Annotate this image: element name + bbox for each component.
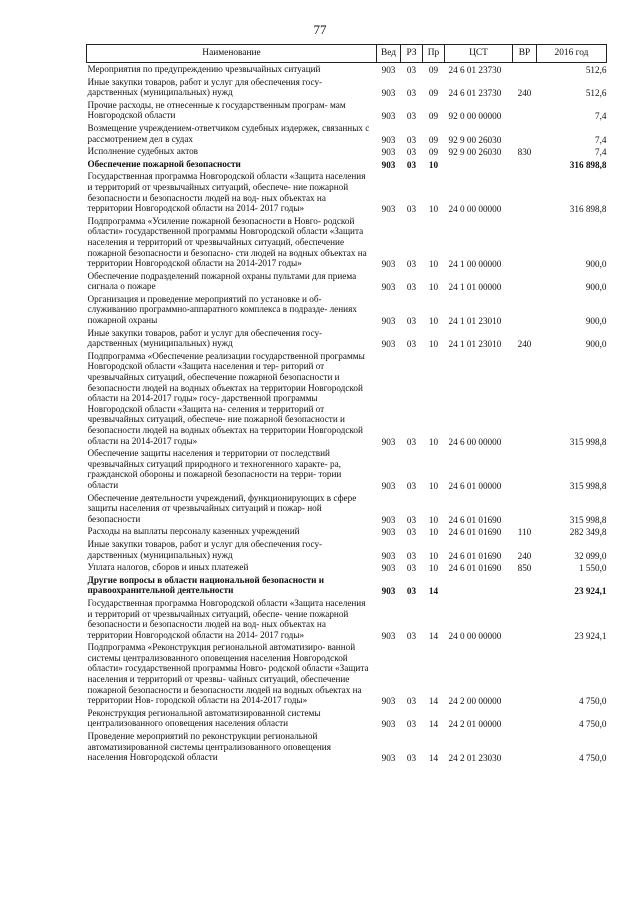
cell-sum: 900,0 [585,282,607,293]
cell-rz: 03 [406,753,417,764]
table-row [87,293,607,327]
table-header-row [87,45,607,63]
cell-cst: 24 6 01 01690 [448,527,502,538]
table-row [87,145,607,158]
cell-pr: 09 [428,65,439,75]
cell-vr: 240 [517,550,532,561]
table-row [87,561,607,574]
cell-name: Иные закупки товаров, работ и услуг для обеспечения госу- дарственных (муниципальных) нужд [87,76,323,98]
cell-pr: 10 [428,204,439,215]
cell-name: Подпрограмма «Обеспечение реализации государственной программы Новгородской области «Защита населения и тер- риторий от чрезвычайных ситуаций, обеспечение пожарной безопасности и безопасности людей на водных объектах на территории Новгородской области на 2014-2017 годы» госу- дарственной программы Новгородской области «Защита на- селения и территорий от чрезвычайных ситуаций, обеспече- ние пожарной безопасности и безопасности людей на водных объектах на территории Новгородской области на 2014-2017 годы» [87,350,365,446]
cell-ved: 903 [381,436,396,447]
cell-ved: 903 [381,259,396,270]
cell-vr [513,99,537,122]
page-number: 77 [313,22,327,37]
cell-ved: 903 [381,147,396,158]
cell-ved: 903 [381,339,396,350]
cell-name: Уплата налогов, сборов и иных платежей [87,562,249,573]
cell-rz: 03 [406,480,417,491]
cell-rz: 03 [406,111,417,122]
cell-vr [513,707,537,730]
cell-rz: 03 [406,563,417,574]
cell-cst [445,158,513,171]
cell-rz: 03 [406,259,417,270]
table-row [87,270,607,293]
cell-rz: 03 [406,204,417,215]
cell-name: Иные закупки товаров, работ и услуг для обеспечения госу- дарственных (муниципальных) нужд [87,538,323,560]
cell-ved: 903 [381,134,396,145]
cell-cst: 24 6 01 01690 [448,514,502,525]
cell-ved: 903 [381,204,396,215]
table-row [87,730,607,764]
cell-rz: 03 [406,316,417,327]
cell-name: Расходы на выплаты персоналу казенных учреждений [87,526,300,537]
cell-pr: 10 [428,527,439,538]
cell-rz: 03 [406,436,417,447]
cell-vr [513,492,537,526]
table-row [87,641,607,707]
table-row [87,122,607,145]
cell-rz: 03 [406,514,417,525]
cell-pr: 09 [428,111,439,122]
header-cst: ЦСТ [445,45,513,63]
cell-vr: 850 [517,563,532,574]
cell-ved: 903 [381,719,396,730]
cell-pr: 10 [428,282,439,293]
cell-sum: 7,4 [595,147,607,158]
cell-cst: 24 6 01 00000 [448,480,502,491]
cell-ved: 903 [381,753,396,764]
cell-name: Подпрограмма «Усиление пожарной безопасности в Новго- родской области» государственной программы Новгородской области «Защита населения и территорий от чрезвычайных ситуаций, обеспечение пожарной безопасности и безопасно- сти людей на водных объектах на территории Новгородской области на 2014-2017 годы» [87,215,367,269]
cell-vr [513,293,537,327]
cell-name: Прочие расходы, не отнесенные к государственным програм- мам Новгородской области [87,99,346,121]
cell-vr [513,215,537,270]
cell-cst: 24 1 01 23010 [448,316,502,327]
cell-sum: 900,0 [585,339,607,350]
cell-sum: 23 924,1 [574,630,607,641]
cell-ved: 903 [381,696,396,707]
cell-sum: 512,6 [585,88,607,99]
table-row [87,99,607,122]
cell-name: Возмещение учреждением-ответчиком судебных издержек, связанных с рассмотрением дел в судах [87,122,370,144]
cell-pr: 10 [428,339,439,350]
table-row [87,350,607,447]
cell-name: Реконструкция региональной автоматизированной системы централизованного оповещения населения области [87,707,321,729]
cell-name: Государственная программа Новгородской области «Защита населения и территорий от чрезвычайных ситуаций, обеспече- ние пожарной безопасности и безопасности людей на вод- ных объектах на территории Новгородской области на 2014- 2017 годы» [87,171,366,214]
cell-sum: 7,4 [595,111,607,122]
cell-sum: 316 898,8 [569,204,607,215]
header-vr: ВР [513,45,537,63]
cell-vr: 830 [517,147,532,158]
cell-sum: 316 898,8 [569,159,607,170]
cell-vr [513,270,537,293]
cell-cst: 92 0 00 00000 [448,111,502,122]
cell-cst: 24 0 00 00000 [448,204,502,215]
cell-sum: 315 998,8 [569,436,607,447]
cell-name: Обеспечение защиты населения и территории от последствий чрезвычайных ситуаций природного и техногенного характе- ра, гражданской обороны и пожарной безопасности на терри- тории области [87,448,342,490]
cell-ved: 903 [381,65,396,75]
cell-pr: 10 [428,563,439,574]
cell-vr [513,597,537,641]
budget-table [86,44,607,764]
cell-rz: 03 [406,65,417,75]
header-rz: РЗ [401,45,423,63]
table-row [87,707,607,730]
header-name: Наименование [87,45,377,63]
cell-name: Обеспечение подразделений пожарной охраны пультами для приема сигнала о пожаре [87,270,357,292]
cell-name: Обеспечение пожарной безопасности [87,158,241,169]
cell-pr: 10 [428,550,439,561]
cell-pr: 14 [428,696,439,707]
cell-rz: 03 [406,159,417,170]
cell-vr [513,350,537,447]
cell-vr: 240 [517,339,532,350]
table-row [87,215,607,270]
cell-vr [513,574,537,597]
cell-cst: 24 1 00 00000 [448,259,502,270]
cell-sum: 1 550,0 [578,563,607,574]
cell-sum: 7,4 [595,134,607,145]
cell-vr [513,63,537,76]
table-row [87,538,607,561]
cell-sum: 900,0 [585,316,607,327]
cell-cst: 92 9 00 26030 [448,147,502,158]
cell-pr: 10 [428,159,439,170]
header-pr: Пр [423,45,445,63]
cell-rz: 03 [406,282,417,293]
cell-pr: 14 [428,719,439,730]
cell-pr: 10 [428,436,439,447]
cell-rz: 03 [406,586,417,597]
table-row [87,158,607,171]
cell-cst: 24 2 00 00000 [448,696,502,707]
cell-pr: 09 [428,134,439,145]
cell-name: Подпрограмма «Реконструкция региональной автоматизиро- ванной системы централизованного оповещения населения Новгородской области» государственной программы Новго- родской области «Защита населения и территорий от чрезвы- чайных ситуаций, обеспечение пожарной безопасности и безопасности людей на водных объектах на территории Нов- городской области на 2014-2017 годы» [87,642,369,706]
cell-name: Другие вопросы в области национальной безопасности и правоохранительной деятельности [87,574,325,596]
cell-sum: 315 998,8 [569,514,607,525]
cell-ved: 903 [381,563,396,574]
cell-sum: 23 924,1 [574,586,607,597]
cell-cst: 24 6 01 01690 [448,550,502,561]
cell-sum: 4 750,0 [578,719,607,730]
cell-ved: 903 [381,527,396,538]
cell-sum: 315 998,8 [569,480,607,491]
cell-vr [513,641,537,707]
table-row [87,525,607,538]
cell-ved: 903 [381,514,396,525]
cell-pr: 10 [428,316,439,327]
cell-name: Проведение мероприятий по реконструкции региональной автоматизированной системы централизованного оповещения населения Новгородской области [87,731,331,763]
cell-pr: 14 [428,586,439,597]
cell-cst: 24 1 01 00000 [448,282,502,293]
cell-pr: 09 [428,147,439,158]
cell-vr [513,122,537,145]
cell-name: Мероприятия по предупреждению чрезвычайных ситуаций [87,64,321,74]
cell-vr [513,170,537,214]
cell-cst: 24 6 01 01690 [448,563,502,574]
table-row [87,574,607,597]
cell-cst: 24 0 00 00000 [448,630,502,641]
cell-ved: 903 [381,316,396,327]
cell-sum: 4 750,0 [578,696,607,707]
cell-vr [513,730,537,764]
cell-rz: 03 [406,134,417,145]
cell-rz: 03 [406,339,417,350]
cell-name: Обеспечение деятельности учреждений, функционирующих в сфере защиты населения от чрезвычайных ситуаций и пожар- ной безопасности [87,492,357,524]
cell-ved: 903 [381,159,396,170]
cell-vr [513,447,537,491]
table-row [87,327,607,350]
cell-cst [445,574,513,597]
cell-cst: 92 9 00 26030 [448,134,502,145]
cell-ved: 903 [381,550,396,561]
table-row [87,447,607,491]
cell-cst: 24 6 01 23730 [448,88,502,99]
cell-pr: 14 [428,630,439,641]
cell-rz: 03 [406,630,417,641]
cell-rz: 03 [406,719,417,730]
cell-sum: 4 750,0 [578,753,607,764]
cell-ved: 903 [381,282,396,293]
cell-sum: 282 349,8 [569,527,607,538]
table-row [87,170,607,214]
cell-cst: 24 1 01 23010 [448,339,502,350]
cell-name: Иные закупки товаров, работ и услуг для обеспечения госу- дарственных (муниципальных) нужд [87,327,323,349]
cell-rz: 03 [406,147,417,158]
cell-pr: 10 [428,259,439,270]
cell-pr: 09 [428,88,439,99]
cell-sum: 512,6 [585,65,607,75]
cell-ved: 903 [381,586,396,597]
cell-sum: 32 099,0 [574,550,607,561]
header-sum: 2016 год [537,45,607,63]
header-ved: Вед [377,45,401,63]
cell-sum: 900,0 [585,259,607,270]
table-body [87,63,607,764]
cell-ved: 903 [381,630,396,641]
cell-cst: 24 6 00 00000 [448,436,502,447]
cell-pr: 10 [428,480,439,491]
cell-vr: 240 [517,88,532,99]
cell-rz: 03 [406,88,417,99]
table-row [87,76,607,99]
cell-name: Исполнение судебных актов [87,146,199,157]
cell-rz: 03 [406,527,417,538]
cell-cst: 24 6 01 23730 [448,65,502,75]
cell-cst: 24 2 01 00000 [448,719,502,730]
cell-rz: 03 [406,550,417,561]
table-row [87,597,607,641]
table-row [87,63,607,76]
cell-vr: 110 [517,527,532,538]
cell-pr: 10 [428,514,439,525]
table-row [87,492,607,526]
cell-cst: 24 2 01 23030 [448,753,502,764]
cell-rz: 03 [406,696,417,707]
cell-pr: 14 [428,753,439,764]
cell-vr [513,158,537,171]
cell-ved: 903 [381,88,396,99]
cell-ved: 903 [381,111,396,122]
cell-ved: 903 [381,480,396,491]
cell-name: Организация и проведение мероприятий по установке и об- служиванию программно-аппаратного комплекса в подразде- лениях пожарной охраны [87,293,357,326]
cell-name: Государственная программа Новгородской области «Защита населения и территорий от чрезвычайных ситуаций, обеспе- чение пожарной безопасности и безопасности людей на вод- ных объектах на территории Новгородской области на 2014- 2017 годы» [87,597,366,640]
